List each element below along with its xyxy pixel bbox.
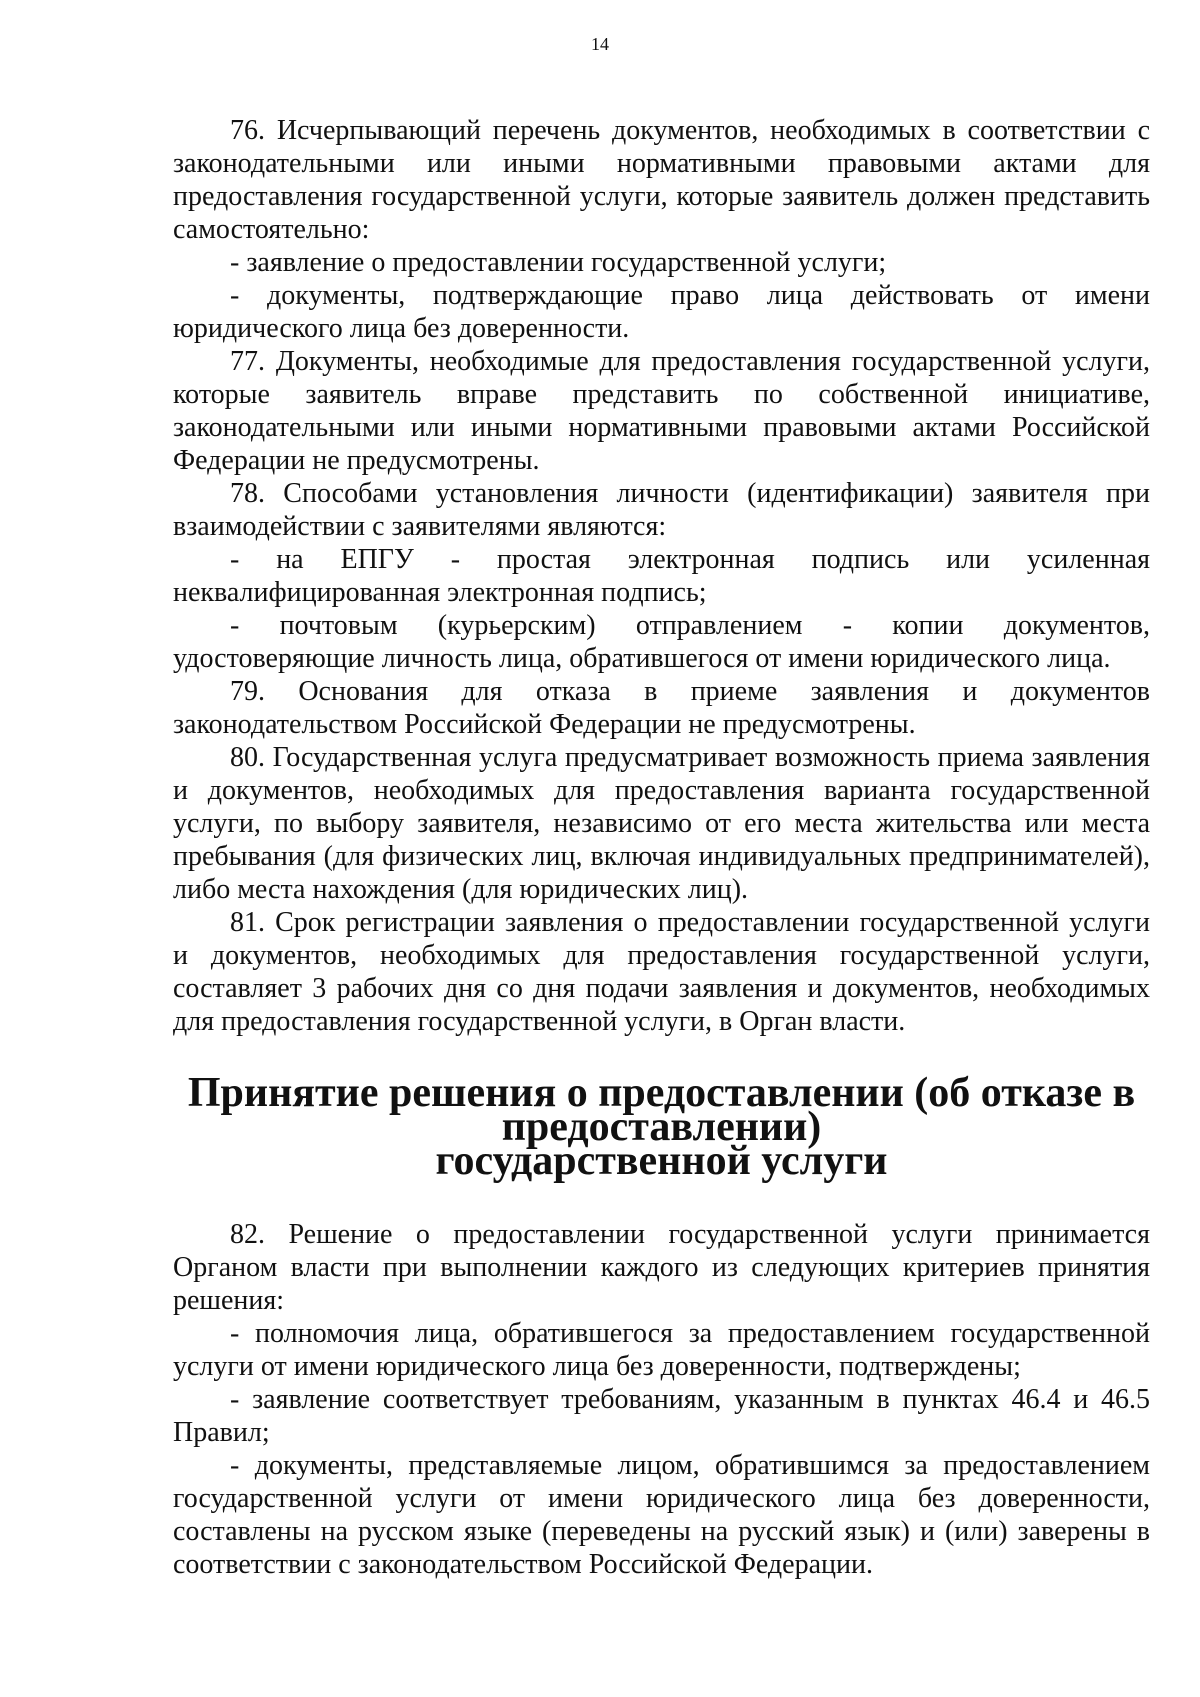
paragraph-82: 82. Решение о предоставлении государственной услуги принимается Органом власти при выполнении каждого из следующих критериев принятия решения: — [173, 1219, 1150, 1316]
list-item-postal-delivery: - почтовым (курьерским) отправлением - копии документов, удостоверяющие личность лица, обратившегося от имени юридического лица. — [173, 610, 1150, 674]
section-heading — [173, 1070, 1150, 1184]
page-number: 14 — [591, 34, 609, 54]
list-item-russian-language: - документы, представляемые лицом, обратившимся за предоставлением государственной услуги от имени юридического лица без доверенности, составлены на русском языке (переведены на русский язык) и (или) заверены в соответствии с законодательством Российской Федерации. — [173, 1450, 1150, 1580]
section-heading-line-2: государственной услуги — [435, 1138, 888, 1184]
list-item-requirements-met: - заявление соответствует требованиям, указанным в пунктах 46.4 и 46.5 Правил; — [173, 1384, 1150, 1448]
paragraph-79: 79. Основания для отказа в приеме заявления и документов законодательством Российской Федерации не предусмотрены. — [173, 676, 1150, 740]
paragraph-76: 76. Исчерпывающий перечень документов, необходимых в соответствии с законодательными или иными нормативными правовыми актами для предоставления государственной услуги, которые заявитель должен представить самостоятельно: — [173, 115, 1150, 245]
list-item-application: - заявление о предоставлении государственной услуги; — [230, 247, 887, 278]
list-item-authority-confirmed: - полномочия лица, обратившегося за предоставлением государственной услуги от имени юридического лица без доверенности, подтверждены; — [173, 1318, 1150, 1382]
list-item-authority-documents: - документы, подтверждающие право лица действовать от имени юридического лица без доверенности. — [173, 280, 1150, 344]
paragraph-77: 77. Документы, необходимые для предоставления государственной услуги, которые заявитель вправе представить по собственной инициативе, законодательными или иными нормативными правовыми актами Российской Федерации не предусмотрены. — [173, 346, 1150, 476]
document-body — [173, 114, 1150, 1581]
section-heading-line-1: Принятие решения о предоставлении (об отказе в предоставлении) — [187, 1070, 1136, 1150]
list-item-epgu-signature: - на ЕПГУ - простая электронная подпись или усиленная неквалифицированная электронная подпись; — [173, 544, 1150, 608]
paragraph-80: 80. Государственная услуга предусматривает возможность приема заявления и документов, необходимых для предоставления варианта государственной услуги, по выбору заявителя, независимо от его места жительства или места пребывания (для физических лиц, включая индивидуальных предпринимателей), либо места нахождения (для юридических лиц). — [173, 742, 1150, 905]
paragraph-81: 81. Срок регистрации заявления о предоставлении государственной услуги и документов, необходимых для предоставления государственной услуги, составляет 3 рабочих дня со дня подачи заявления и документов, необходимых для предоставления государственной услуги, в Орган власти. — [173, 907, 1150, 1037]
paragraph-78: 78. Способами установления личности (идентификации) заявителя при взаимодействии с заявителями являются: — [173, 478, 1150, 542]
